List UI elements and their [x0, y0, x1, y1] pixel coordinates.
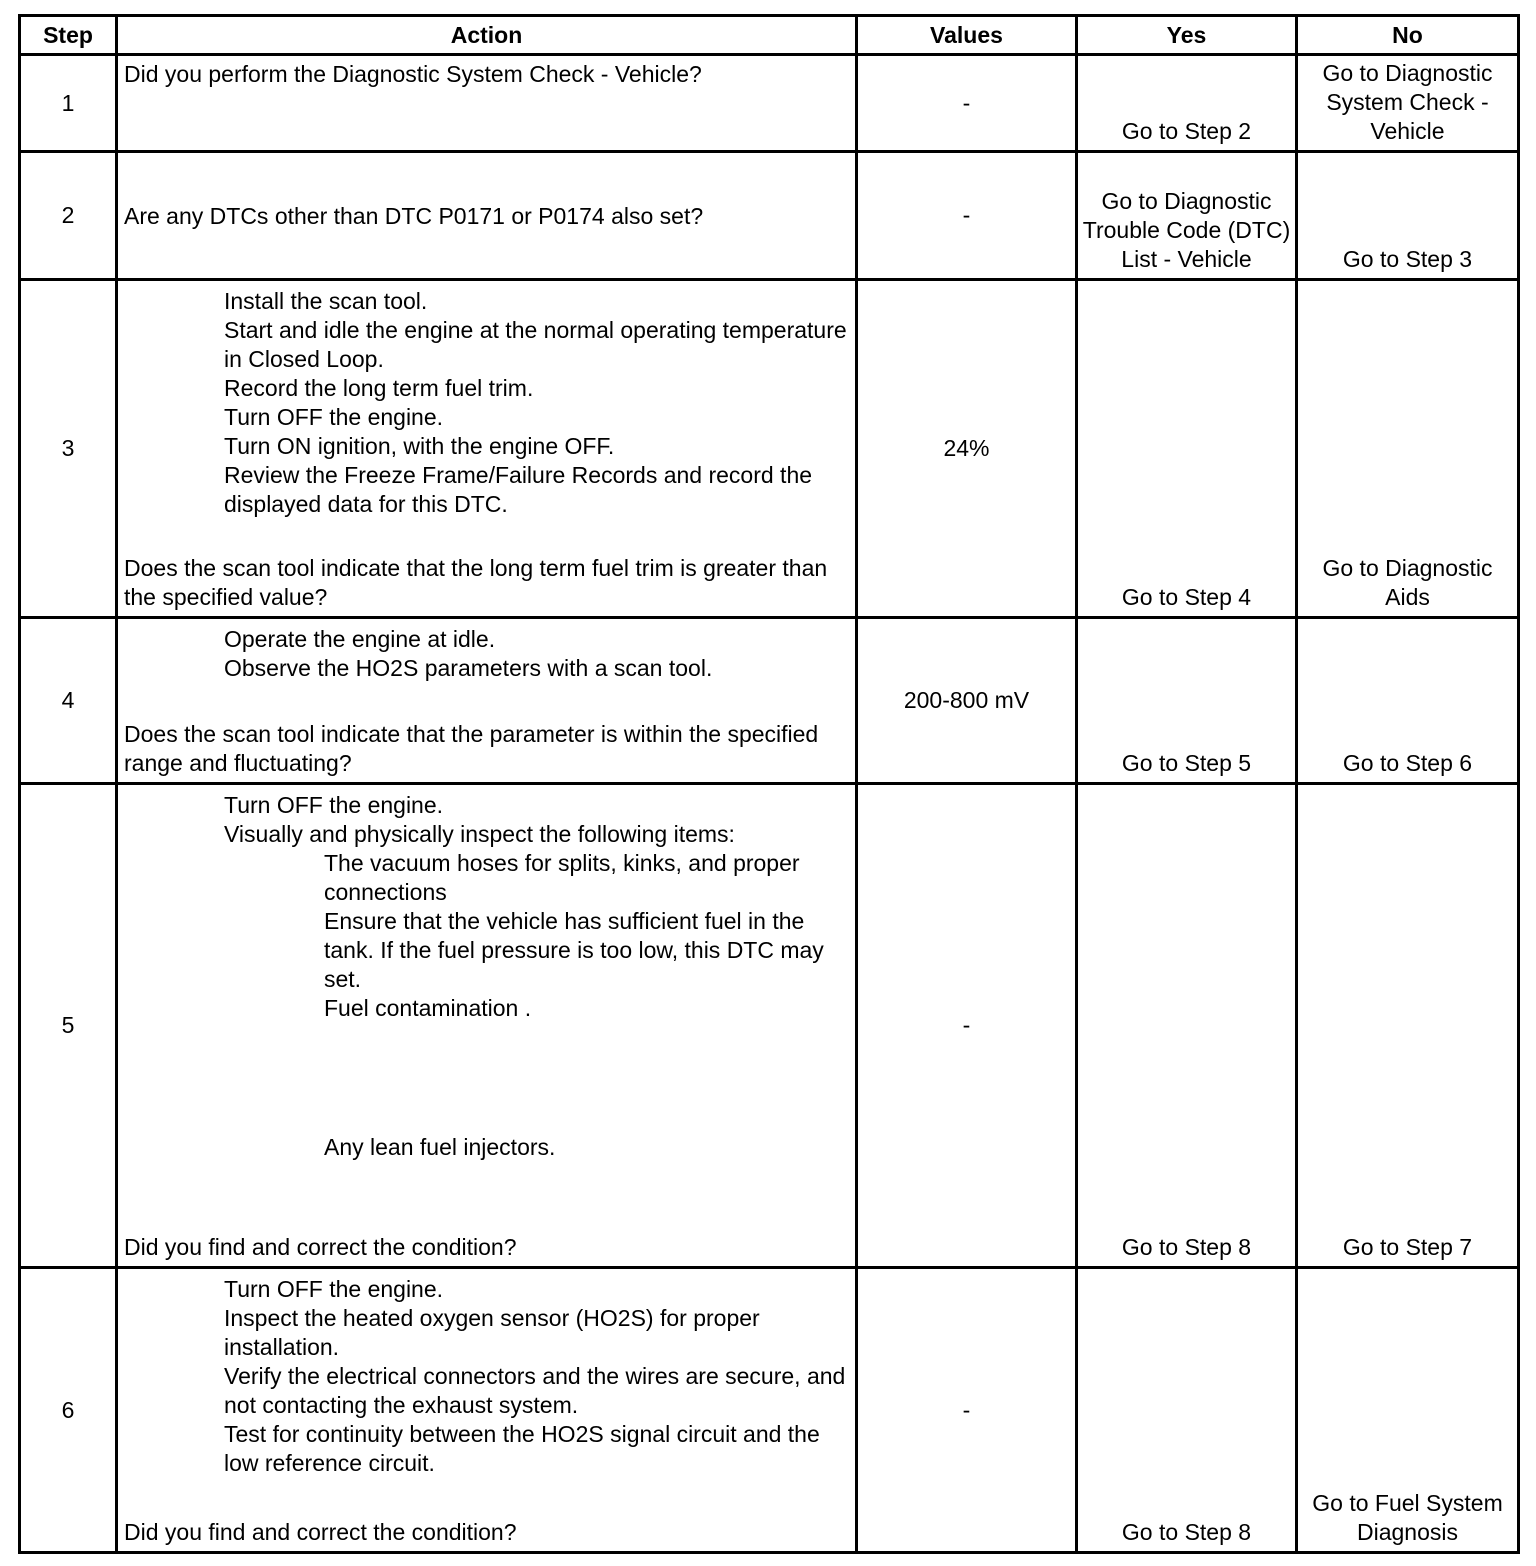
instruction-line: Install the scan tool. — [224, 287, 428, 314]
no-result: Go to Fuel System Diagnosis — [1312, 1490, 1503, 1545]
instruction-line: Observe the HO2S parameters with a scan tool. — [224, 654, 713, 681]
table-row — [21, 785, 1517, 1269]
instruction-line: Turn OFF the engine. — [224, 403, 444, 430]
action-question: Are any DTCs other than DTC P0171 or P0174 also set? — [124, 203, 704, 229]
header-row — [21, 17, 1517, 56]
step-number: 3 — [21, 281, 118, 619]
action-question: Did you find and correct the condition? — [124, 1234, 517, 1261]
instruction-line: Turn OFF the engine. — [224, 1276, 444, 1303]
header-values: Values — [858, 17, 1078, 56]
step-number: 6 — [21, 1269, 118, 1551]
instruction-line: Record the long term fuel trim. — [224, 374, 534, 401]
value-cell: - — [858, 1269, 1078, 1551]
no-cell — [1298, 56, 1517, 153]
instruction-line: Test for continuity between the HO2S signal circuit and the low reference circuit. — [224, 1421, 820, 1477]
action-cell — [118, 785, 858, 1269]
table-row — [21, 153, 1517, 280]
instruction-line: Visually and physically inspect the following items: — [224, 820, 735, 847]
no-result: Go to Step 3 — [1342, 245, 1473, 272]
inspection-item: Ensure that the vehicle has sufficient fuel in the tank. If the fuel pressure is too low, this DTC may set. — [324, 907, 824, 992]
no-cell — [1298, 153, 1517, 280]
value-cell: 24% — [858, 281, 1078, 619]
yes-cell — [1078, 619, 1298, 785]
yes-cell — [1078, 1269, 1298, 1551]
yes-cell — [1078, 56, 1298, 153]
action-cell — [118, 56, 858, 153]
yes-result: Go to Diagnostic Trouble Code (DTC) List - Vehicle — [1082, 187, 1291, 272]
value-cell: 200-800 mV — [858, 619, 1078, 785]
no-result: Go to Diagnostic System Check - Vehicle — [1322, 60, 1493, 145]
action-cell — [118, 619, 858, 785]
table-row — [21, 619, 1517, 785]
instruction-line: Turn OFF the engine. — [224, 791, 444, 818]
action-question: Did you find and correct the condition? — [124, 1519, 517, 1545]
no-cell — [1298, 785, 1517, 1269]
action-cell — [118, 1269, 858, 1551]
yes-cell — [1078, 281, 1298, 619]
action-question: Does the scan tool indicate that the long term fuel trim is greater than the specified value? — [124, 554, 828, 610]
inspection-item: Fuel contamination . — [324, 994, 532, 1021]
header-no: No — [1298, 17, 1517, 56]
action-cell — [118, 281, 858, 619]
step-number: 1 — [21, 56, 118, 153]
inspection-item: Any lean fuel injectors. — [324, 1133, 556, 1160]
step-number: 5 — [21, 785, 118, 1269]
value-cell: - — [858, 785, 1078, 1269]
no-cell — [1298, 619, 1517, 785]
instruction-line: Operate the engine at idle. — [224, 625, 496, 652]
yes-result: Go to Step 5 — [1121, 749, 1252, 776]
table-row — [21, 56, 1517, 153]
no-result: Go to Step 6 — [1342, 749, 1473, 776]
diagnostic-table — [18, 14, 1520, 1554]
no-cell — [1298, 281, 1517, 619]
no-cell — [1298, 1269, 1517, 1551]
instruction-line: Review the Freeze Frame/Failure Records and record the displayed data for this DTC. — [224, 461, 813, 517]
instruction-line: Start and idle the engine at the normal operating temperature in Closed Loop. — [224, 316, 847, 372]
step-number: 2 — [21, 153, 118, 280]
yes-cell — [1078, 153, 1298, 280]
yes-result: Go to Step 2 — [1121, 118, 1252, 145]
no-result: Go to Step 7 — [1342, 1234, 1473, 1261]
value-cell: - — [858, 56, 1078, 153]
action-cell — [118, 153, 858, 280]
value-cell: - — [858, 153, 1078, 280]
header-step: Step — [21, 17, 118, 56]
instruction-line: Inspect the heated oxygen sensor (HO2S) for proper installation. — [224, 1305, 760, 1361]
inspection-item: The vacuum hoses for splits, kinks, and proper connections — [324, 849, 800, 905]
header-yes: Yes — [1078, 17, 1298, 56]
action-question: Did you perform the Diagnostic System Check - Vehicle? — [124, 61, 702, 88]
step-number: 4 — [21, 619, 118, 785]
yes-result: Go to Step 4 — [1121, 583, 1252, 610]
instruction-line: Verify the electrical connectors and the wires are secure, and not contacting the exhaust system. — [224, 1363, 846, 1419]
instruction-line: Turn ON ignition, with the engine OFF. — [224, 432, 615, 459]
table-row — [21, 1269, 1517, 1551]
action-question: Does the scan tool indicate that the parameter is within the specified range and fluctuating? — [124, 720, 819, 776]
no-result: Go to Diagnostic Aids — [1322, 554, 1493, 610]
yes-result: Go to Step 8 — [1121, 1519, 1252, 1545]
header-action: Action — [118, 17, 858, 56]
yes-result: Go to Step 8 — [1121, 1234, 1252, 1261]
yes-cell — [1078, 785, 1298, 1269]
table-row — [21, 281, 1517, 619]
